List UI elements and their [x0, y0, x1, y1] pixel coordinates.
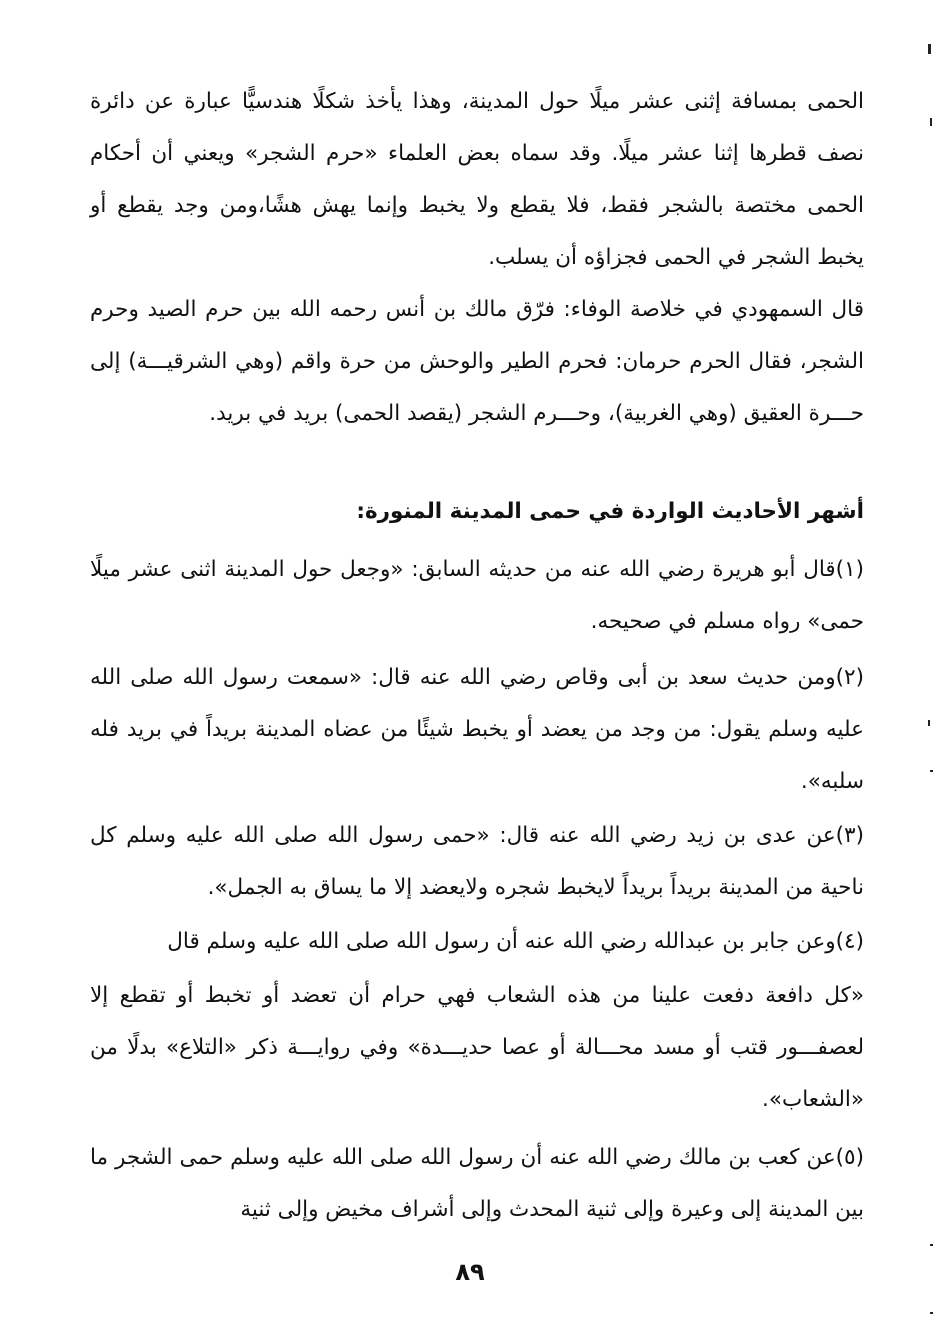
section-heading: أشهر الأحاديث الواردة في حمى المدينة المنورة: [356, 499, 864, 524]
paragraph-hima-definition: الحمى بمسافة إثنى عشر ميلًا حول المدينة، وهذا يأخذ شكلًا هندسيًّا عبارة عن دائرة نصف قطرها إثنا عشر ميلًا. وقد سماه بعض العلماء «حرم الشجر» ويعني أن أحكام الحمى مختصة بالشجر فقط، فلا يقطع ولا يخبط وإنما يهش هشًا،ومن وجد يقطع أو يخبط الشجر في الحمى فجزاؤه أن يسلب. [90, 89, 864, 270]
paragraph-samhoudi-quote: قال السمهودي في خلاصة الوفاء: فرّق مالك بن أنس رحمه الله بين حرم الصيد وحرم الشجر، فقال الحرم حرمان: فحرم الطير والوحش من حرة واقم (وهي الشرقيـــة) إلى حـــرة العقيق (وهي الغربية)، وحـــرم الشجر (يقصد الحمى) بريد في بريد. [90, 297, 864, 426]
hadith-1: (١)قال أبو هريرة رضي الله عنه من حديثه السابق: «وجعل حول المدينة اثنى عشر ميلًا حمى» رواه مسلم في صحيحه. [90, 557, 864, 634]
hadith-3: (٣)عن عدى بن زيد رضي الله عنه قال: «حمى رسول الله صلى الله عليه وسلم كل ناحية من المدينة بريداً بريداً لايخبط شجره ولايعضد إلا ما يساق به الجمل». [90, 823, 864, 900]
page-number: ٨٩ [455, 1258, 485, 1286]
scan-mark [930, 1244, 933, 1246]
scan-mark [928, 44, 931, 54]
scan-mark [930, 118, 932, 126]
hadith-5: (٥)عن كعب بن مالك رضي الله عنه أن رسول الله صلى الله عليه وسلم حمى الشجر ما بين المدينة إلى وعيرة وإلى ثنية المحدث وإلى أشراف مخيض وإلى ثنية [90, 1145, 864, 1222]
hadith-2: (٢)ومن حديث سعد بن أبى وقاص رضي الله عنه قال: «سمعت رسول الله صلى الله عليه وسلم يقول: من وجد من يعضد أو يخبط شيئًا من عضاه المدينة بريداً في بريد فله سلبه». [90, 665, 864, 794]
scan-mark [928, 720, 930, 726]
hadith-4-intro: (٤)وعن جابر بن عبدالله رضي الله عنه أن رسول الله صلى الله عليه وسلم قال [167, 929, 864, 954]
hadith-4-quote: «كل دافعة دفعت علينا من هذه الشعاب فهي حرام أن تعضد أو تخبط أو تقطع إلا لعصفـــور قتب أو مسد محـــالة أو عصا حديـــدة» وفي روايـــة ذكر «التلاع» بدلًا من «الشعاب». [90, 983, 864, 1112]
scan-mark [930, 1312, 933, 1314]
scan-mark [930, 770, 933, 772]
